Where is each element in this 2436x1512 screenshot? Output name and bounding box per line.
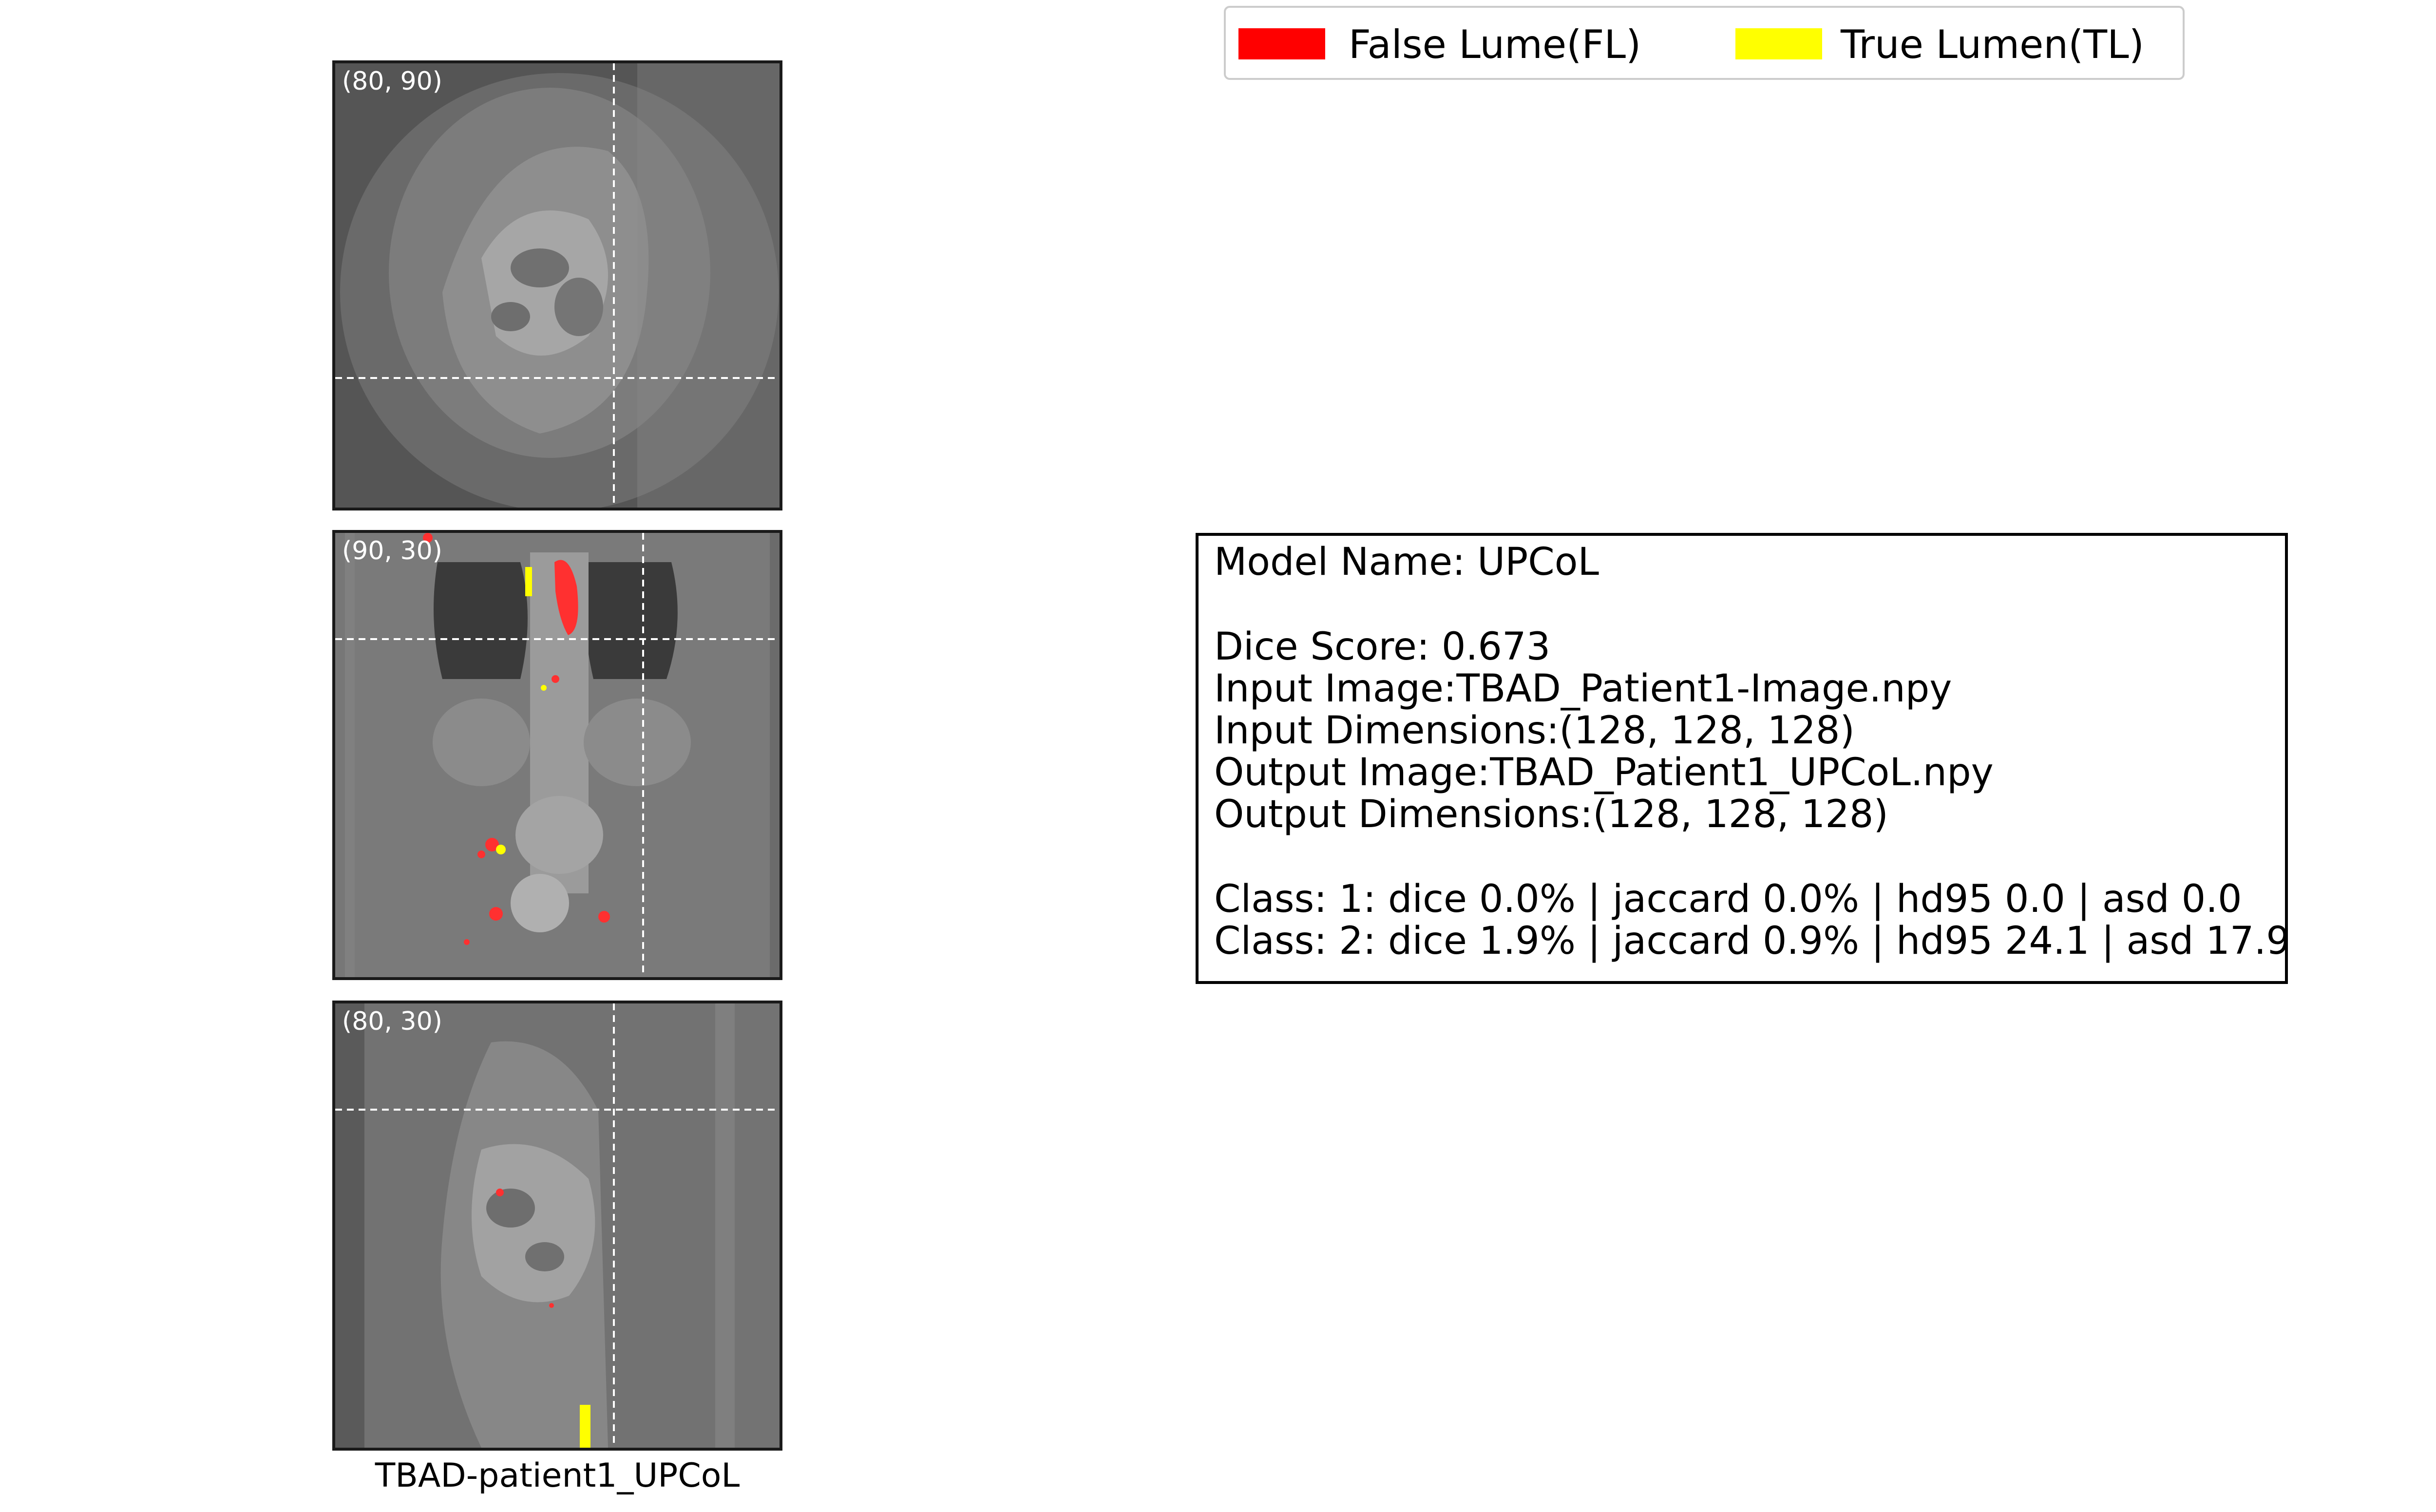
legend <box>1224 6 2185 80</box>
coordinate-label: (80, 90) <box>342 67 442 96</box>
coordinate-label: (90, 30) <box>342 536 442 566</box>
prediction-axial-image <box>335 63 780 508</box>
prediction-coronal-image <box>335 533 780 977</box>
prediction-caption: TBAD-patient1_UPCoL <box>375 1456 740 1495</box>
class-1-metrics: Class: 1: dice 0.0% | jaccard 0.0% | hd95 0.0 | asd 0.0 <box>1214 877 2242 921</box>
prediction-coronal-panel <box>332 530 782 980</box>
coordinate-label: (80, 30) <box>342 1007 442 1036</box>
dice-score: Dice Score: 0.673 <box>1214 625 1551 669</box>
input-image: Input Image:TBAD_Patient1-Image.npy <box>1214 667 1952 711</box>
legend-swatch-fl <box>1238 28 1325 59</box>
legend-label-tl: True Lumen(TL) <box>1841 22 2144 67</box>
prediction-axial-panel <box>332 60 782 510</box>
prediction-sagittal-image <box>335 1003 780 1448</box>
model-info-box <box>1196 533 2288 984</box>
output-image: Output Image:TBAD_Patient1_UPCoL.npy <box>1214 751 1994 794</box>
model-name: Model Name: UPCoL <box>1214 540 1599 584</box>
output-dimensions: Output Dimensions:(128, 128, 128) <box>1214 793 1888 836</box>
legend-swatch-tl <box>1735 28 1822 59</box>
legend-label-fl: False Lume(FL) <box>1349 22 1641 67</box>
class-2-metrics: Class: 2: dice 1.9% | jaccard 0.9% | hd95 24.1 | asd 17.9 <box>1214 919 2290 963</box>
input-dimensions: Input Dimensions:(128, 128, 128) <box>1214 709 1855 753</box>
prediction-sagittal-panel <box>332 1001 782 1451</box>
